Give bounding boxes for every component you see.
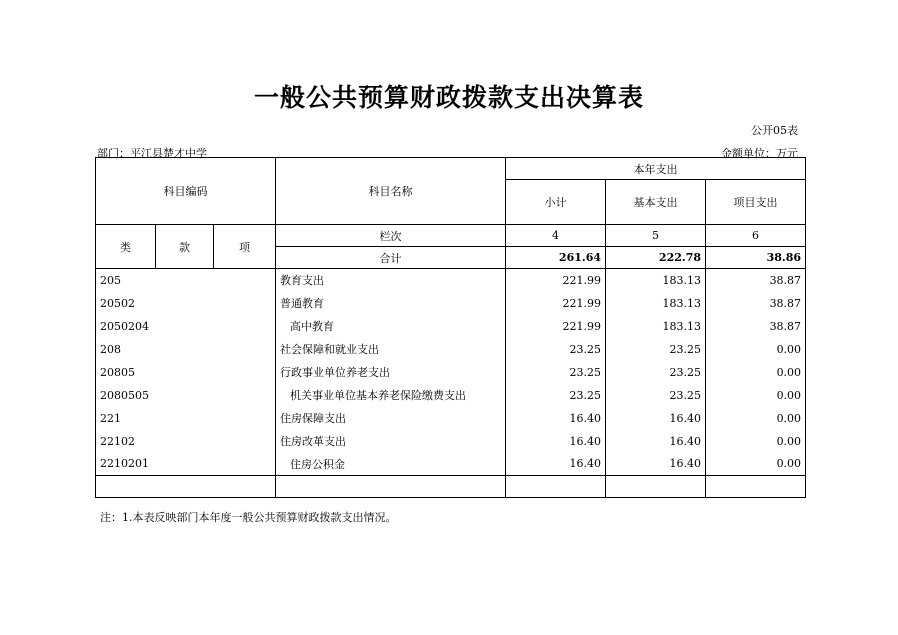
row-name: 普通教育 xyxy=(276,292,506,315)
form-number: 公开05表 xyxy=(751,124,798,137)
table-row xyxy=(96,269,806,292)
header-xiang: 项 xyxy=(214,225,276,269)
row-code: 2210201 xyxy=(96,453,276,476)
table-row xyxy=(96,407,806,430)
row-basic: 16.40 xyxy=(606,453,706,476)
row-code: 208 xyxy=(96,338,276,361)
header-project: 项目支出 xyxy=(706,180,806,225)
table-row xyxy=(96,338,806,361)
row-code: 22102 xyxy=(96,430,276,453)
row-project: 38.87 xyxy=(706,269,806,292)
table-row xyxy=(96,361,806,384)
total-project: 38.86 xyxy=(706,247,806,269)
row-code: 20805 xyxy=(96,361,276,384)
row-subtotal: 221.99 xyxy=(506,292,606,315)
total-subtotal: 261.64 xyxy=(506,247,606,269)
row-basic: 16.40 xyxy=(606,407,706,430)
header-col5: 5 xyxy=(606,225,706,247)
table-row xyxy=(96,292,806,315)
header-col4: 4 xyxy=(506,225,606,247)
table-row xyxy=(96,453,806,476)
table-row xyxy=(96,384,806,407)
row-project: 38.87 xyxy=(706,292,806,315)
row-name: 教育支出 xyxy=(276,269,506,292)
row-subtotal: 221.99 xyxy=(506,269,606,292)
row-project: 0.00 xyxy=(706,338,806,361)
row-basic: 23.25 xyxy=(606,338,706,361)
row-name: 住房保障支出 xyxy=(276,407,506,430)
total-label: 合计 xyxy=(276,247,506,269)
row-project: 0.00 xyxy=(706,384,806,407)
header-kuan: 款 xyxy=(156,225,214,269)
row-basic: 183.13 xyxy=(606,292,706,315)
row-code: 205 xyxy=(96,269,276,292)
table-row xyxy=(96,430,806,453)
header-lei: 类 xyxy=(96,225,156,269)
unit-label: 金额单位：万元 xyxy=(721,147,798,160)
row-name: 高中教育 xyxy=(276,315,506,338)
row-subtotal: 221.99 xyxy=(506,315,606,338)
row-code: 20502 xyxy=(96,292,276,315)
row-basic: 183.13 xyxy=(606,269,706,292)
table-row xyxy=(96,315,806,338)
header-year-expense: 本年支出 xyxy=(506,158,806,180)
header-basic: 基本支出 xyxy=(606,180,706,225)
page-title: 一般公共预算财政拨款支出决算表 xyxy=(253,83,644,112)
row-subtotal: 16.40 xyxy=(506,407,606,430)
header-lanci: 栏次 xyxy=(276,225,506,247)
row-name: 机关事业单位基本养老保险缴费支出 xyxy=(276,384,506,407)
department-label: 部门：平江县楚才中学 xyxy=(97,147,207,160)
row-basic: 23.25 xyxy=(606,361,706,384)
row-code: 2080505 xyxy=(96,384,276,407)
header-name: 科目名称 xyxy=(276,158,506,225)
row-project: 0.00 xyxy=(706,430,806,453)
row-basic: 183.13 xyxy=(606,315,706,338)
header-code: 科目编码 xyxy=(96,158,276,225)
row-project: 0.00 xyxy=(706,453,806,476)
row-subtotal: 16.40 xyxy=(506,453,606,476)
row-subtotal: 23.25 xyxy=(506,361,606,384)
expense-table xyxy=(95,157,806,498)
row-project: 38.87 xyxy=(706,315,806,338)
row-name: 住房改革支出 xyxy=(276,430,506,453)
row-code: 2050204 xyxy=(96,315,276,338)
row-subtotal: 23.25 xyxy=(506,338,606,361)
empty-row xyxy=(96,476,806,498)
total-basic: 222.78 xyxy=(606,247,706,269)
row-project: 0.00 xyxy=(706,407,806,430)
footnote: 注：1.本表反映部门本年度一般公共预算财政拨款支出情况。 xyxy=(100,511,397,524)
row-basic: 16.40 xyxy=(606,430,706,453)
row-name: 社会保障和就业支出 xyxy=(276,338,506,361)
row-subtotal: 16.40 xyxy=(506,430,606,453)
row-subtotal: 23.25 xyxy=(506,384,606,407)
row-name: 住房公积金 xyxy=(276,453,506,476)
row-name: 行政事业单位养老支出 xyxy=(276,361,506,384)
header-col6: 6 xyxy=(706,225,806,247)
row-project: 0.00 xyxy=(706,361,806,384)
header-subtotal: 小计 xyxy=(506,180,606,225)
row-code: 221 xyxy=(96,407,276,430)
row-basic: 23.25 xyxy=(606,384,706,407)
